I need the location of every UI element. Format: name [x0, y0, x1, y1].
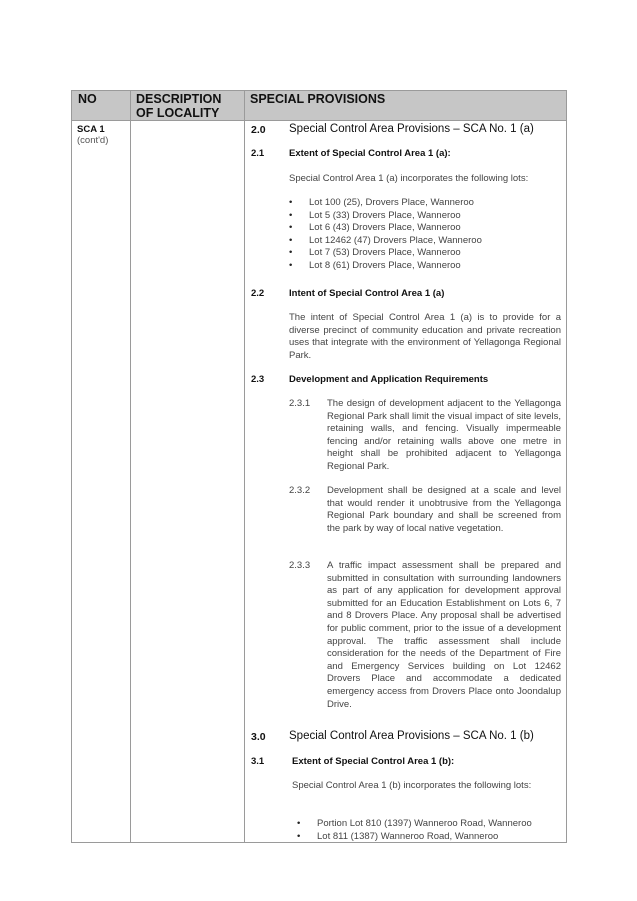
clause-text: Development shall be designed at a scale and level that would render it unobtrusive from the Yellagonga Regional Park boundary and shall be screened from the park by way of local native vegetation.: [327, 485, 561, 534]
subsection-number: 2.2: [251, 288, 265, 299]
clause-number: 2.3.2: [289, 485, 311, 496]
continued-label: (cont'd): [77, 135, 109, 146]
list-item: • Lot 6 (43) Drovers Place, Wanneroo: [289, 222, 561, 235]
list-item: • Portion Lot 810 (1397) Wanneroo Road, Wanneroo: [297, 818, 562, 831]
subsection-intro: Special Control Area 1 (a) incorporates the following lots:: [289, 173, 529, 184]
provisions-table: [71, 90, 567, 843]
section-title: Special Control Area Provisions – SCA No. 1 (a): [289, 123, 534, 135]
clause-text: A traffic impact assessment shall be prepared and submitted in consultation with surrounding landowners as part of any application for development approval submitted for an Education Establishment on Lots 6, 7 and 8 Drovers Place. Any proposal shall be advertised for public comment, prior to the issue of a development approval. The traffic assessment shall include consideration for the needs of the Department of Fire and Emergency Services building on Lot 12462 Drovers Place and accommodate a dedicated emergency access from Drovers Place onto Joondalup Drive.: [327, 560, 561, 710]
list-item: • Lot 8 (61) Drovers Place, Wanneroo: [289, 260, 561, 273]
list-item: • Lot 811 (1387) Wanneroo Road, Wanneroo: [297, 831, 562, 844]
row-number: SCA 1: [77, 124, 105, 135]
clause-text: The design of development adjacent to the Yellagonga Regional Park shall limit the visual impact of site levels, retaining walls, and fencing. Visually impermeable fencing and/or retaining walls above one metre in height shall be prohibited adjacent to Yellagonga Regional Park.: [327, 398, 561, 472]
lot-list: [289, 197, 561, 273]
subsection-number: 3.1: [251, 756, 265, 767]
subsection-number: 2.1: [251, 148, 265, 159]
list-item: • Lot 12462 (47) Drovers Place, Wanneroo: [289, 235, 561, 248]
subsection-title: Extent of Special Control Area 1 (a):: [289, 148, 451, 159]
subsection-title: Development and Application Requirements: [289, 374, 489, 385]
column-divider: [130, 90, 131, 842]
subsection-title: Extent of Special Control Area 1 (b):: [292, 756, 455, 767]
intent-paragraph: The intent of Special Control Area 1 (a) is to provide for a diverse precinct of community education and private recreation uses that integrate with the environment of Yellagonga Regional Park.: [289, 312, 561, 361]
header-description: DESCRIPTION OF LOCALITY: [136, 92, 222, 120]
list-item: • Lot 5 (33) Drovers Place, Wanneroo: [289, 210, 561, 223]
list-item: • Lot 7 (53) Drovers Place, Wanneroo: [289, 247, 561, 260]
section-number: 3.0: [251, 731, 266, 743]
header-no: NO: [78, 92, 97, 106]
header-special-provisions: SPECIAL PROVISIONS: [250, 92, 386, 106]
subsection-intro: Special Control Area 1 (b) incorporates the following lots:: [292, 780, 532, 791]
subsection-title: Intent of Special Control Area 1 (a): [289, 288, 445, 299]
list-item: • Lot 100 (25), Drovers Place, Wanneroo: [289, 197, 561, 210]
section-number: 2.0: [251, 124, 266, 136]
subsection-number: 2.3: [251, 374, 265, 385]
clause-number: 2.3.3: [289, 560, 311, 571]
section-title: Special Control Area Provisions – SCA No. 1 (b): [289, 730, 534, 742]
lot-list: [297, 818, 562, 843]
column-divider: [244, 90, 245, 842]
clause-number: 2.3.1: [289, 398, 311, 409]
